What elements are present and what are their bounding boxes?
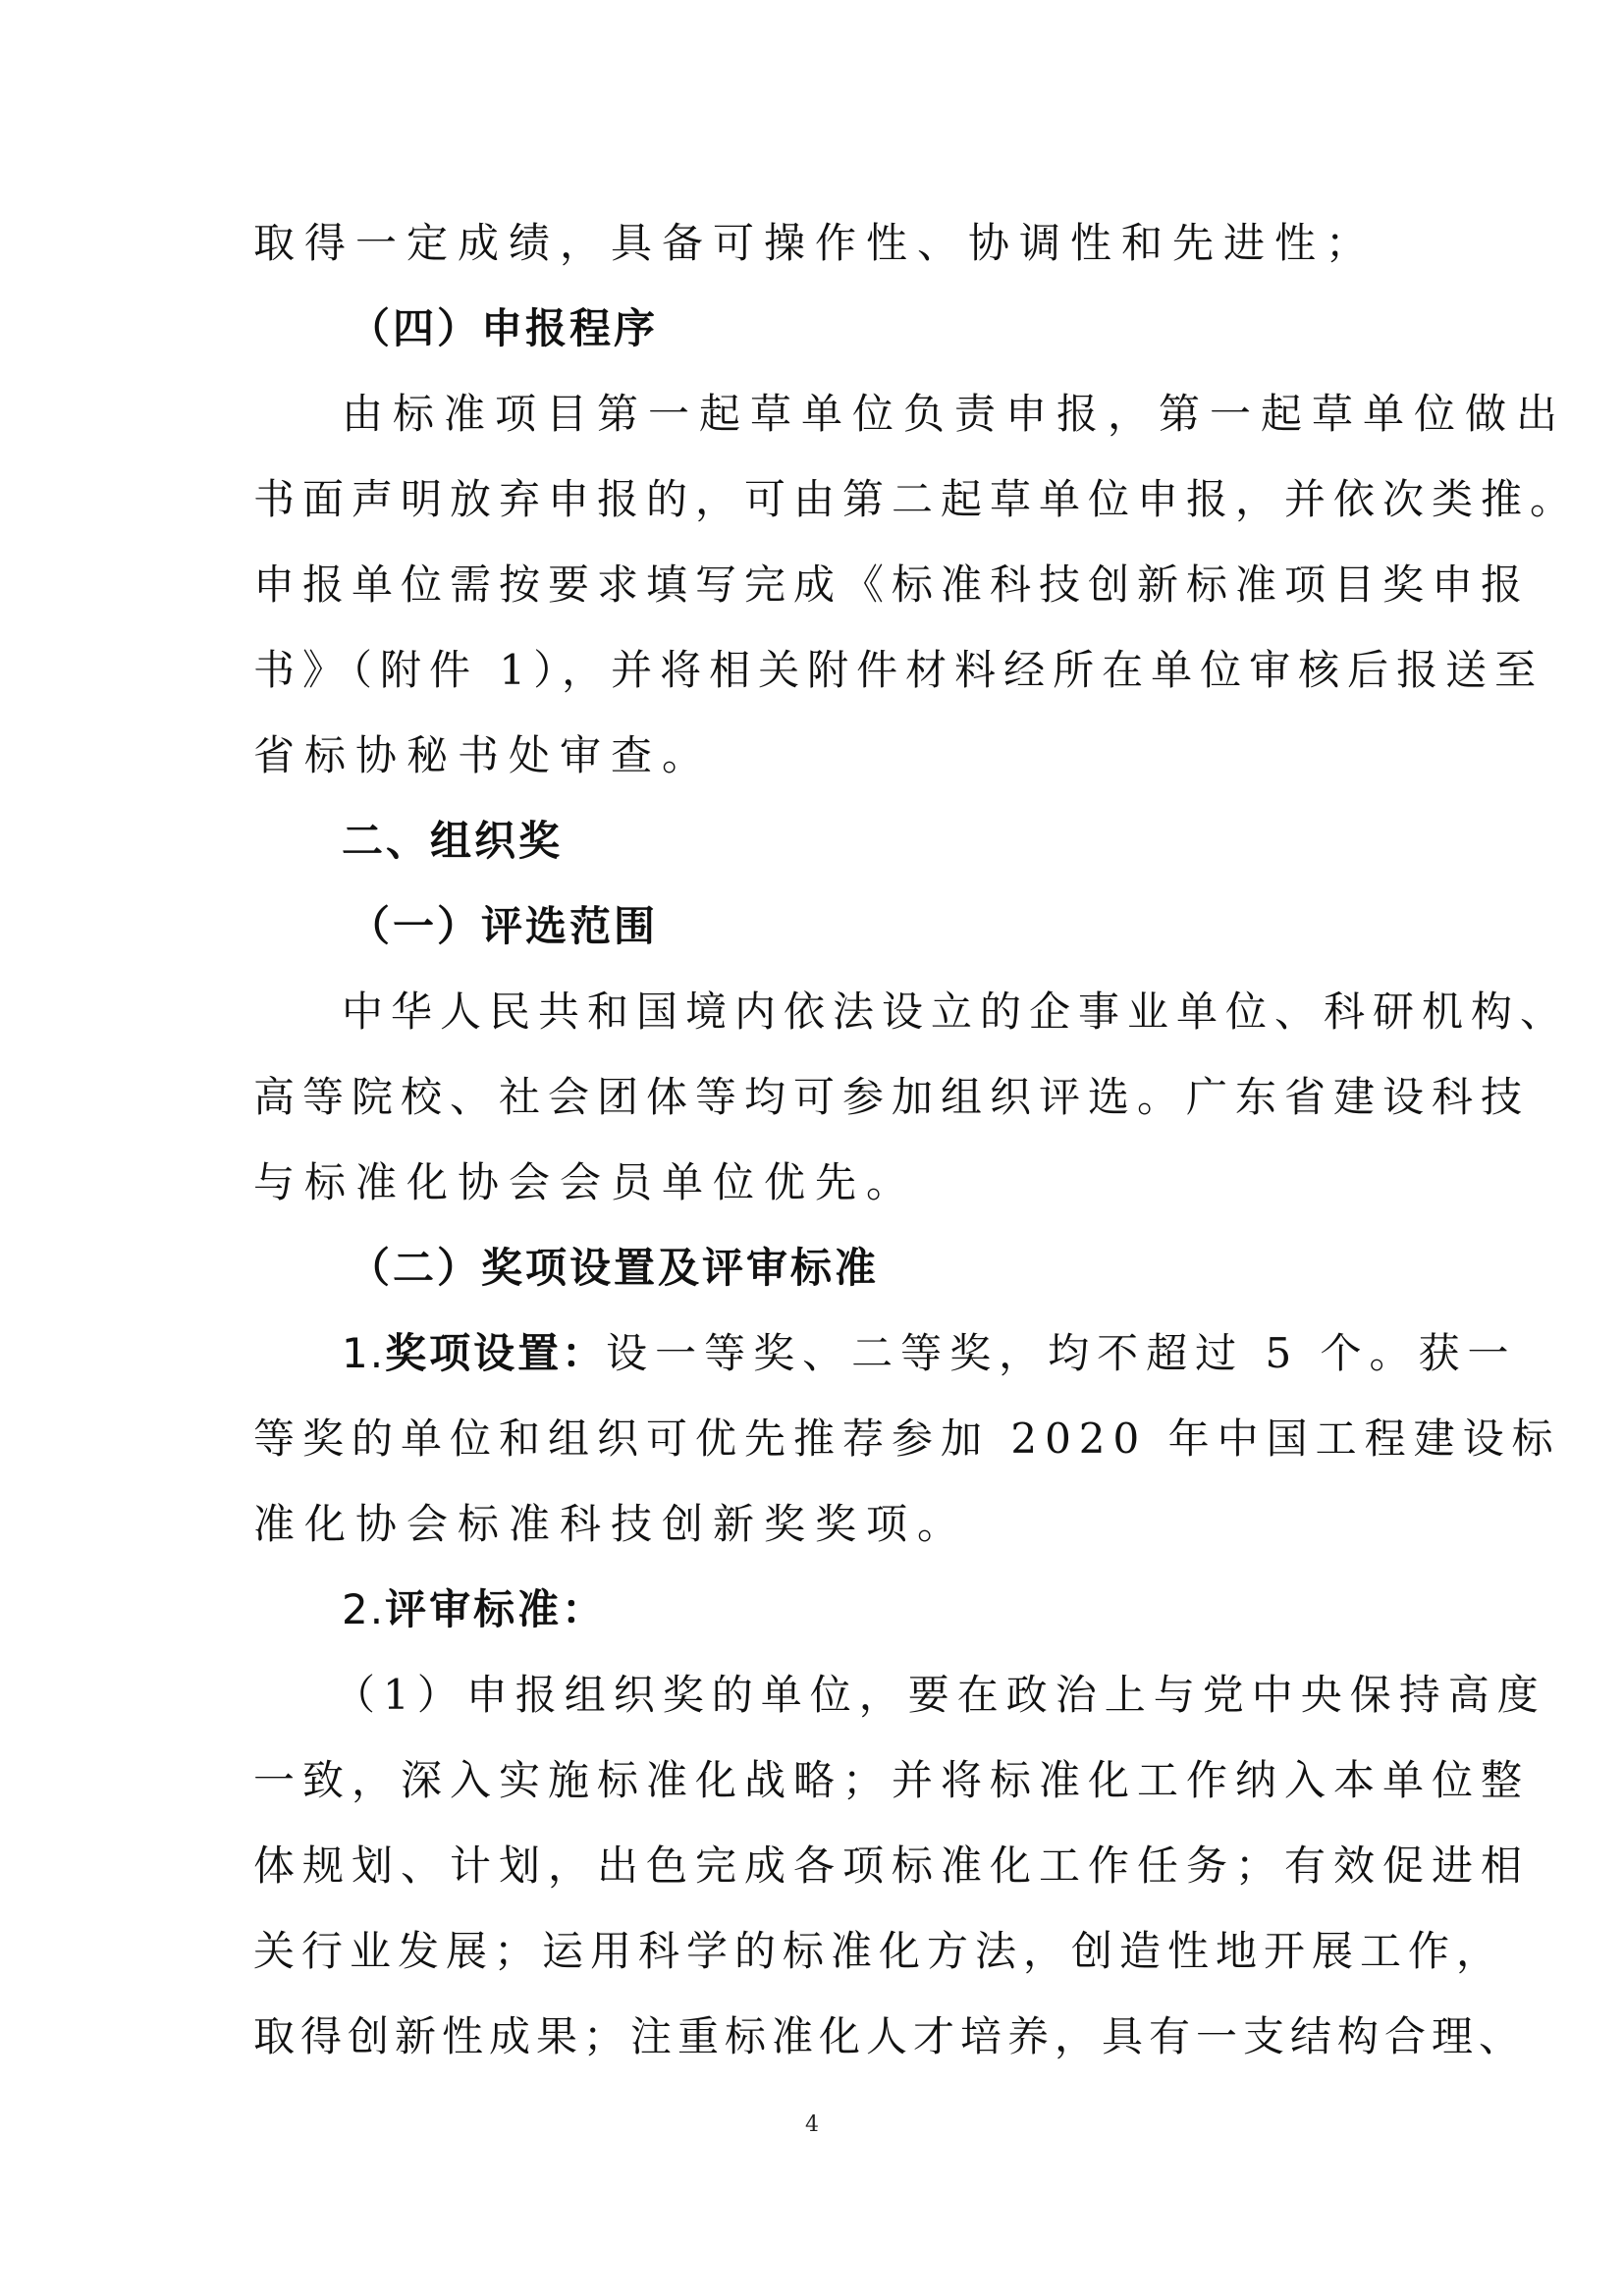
section-heading-procedure: （四）申报程序 bbox=[349, 304, 659, 352]
body-line: 取得创新性成果；注重标准化人才培养，具有一支结构合理、 bbox=[253, 2012, 1527, 2060]
body-line: 取得一定成绩，具备可操作性、协调性和先进性； bbox=[253, 219, 1378, 267]
body-line: 由标准项目第一起草单位负责申报，第一起草单位做出 bbox=[342, 390, 1568, 438]
body-line: 高等院校、社会团体等均可参加组织评选。广东省建设科技 bbox=[253, 1073, 1531, 1121]
list-item-award-settings bbox=[342, 1324, 1517, 1383]
section-heading-organization-award: 二、组织奖 bbox=[342, 817, 564, 865]
body-line: 准化协会标准科技创新奖奖项。 bbox=[253, 1500, 969, 1548]
list-number: 2. bbox=[342, 1585, 386, 1633]
body-line: 书》（附件 1），并将相关附件材料经所在单位审核后报送至 bbox=[253, 646, 1544, 694]
body-line: 体规划、计划，出色完成各项标准化工作任务；有效促进相 bbox=[253, 1842, 1531, 1890]
section-heading-scope: （一）评选范围 bbox=[349, 902, 659, 950]
section-heading-settings: （二）奖项设置及评审标准 bbox=[349, 1244, 880, 1292]
body-line: （1）申报组织奖的单位，要在政治上与党中央保持高度 bbox=[334, 1671, 1546, 1719]
list-label: 奖项设置： bbox=[385, 1329, 607, 1377]
list-label: 评审标准： bbox=[385, 1585, 607, 1633]
list-text: 设一等奖、二等奖，均不超过 5 个。获一 bbox=[606, 1329, 1517, 1377]
body-line: 中华人民共和国境内依法设立的企事业单位、科研机构、 bbox=[342, 988, 1570, 1036]
body-line: 省标协秘书处审查。 bbox=[253, 731, 714, 779]
body-line: 申报单位需按要求填写完成《标准科技创新标准项目奖申报 bbox=[253, 561, 1531, 609]
body-line: 与标准化协会会员单位优先。 bbox=[253, 1158, 918, 1206]
list-item-review-criteria bbox=[342, 1580, 606, 1639]
list-number: 1. bbox=[342, 1329, 386, 1377]
body-line: 书面声明放弃申报的，可由第二起草单位申报，并依次类推。 bbox=[253, 475, 1580, 523]
page-number: 4 bbox=[805, 2112, 819, 2137]
body-line: 等奖的单位和组织可优先推荐参加 2020 年中国工程建设标 bbox=[253, 1415, 1561, 1463]
body-line: 一致，深入实施标准化战略；并将标准化工作纳入本单位整 bbox=[253, 1756, 1531, 1804]
body-line: 关行业发展；运用科学的标准化方法，创造性地开展工作， bbox=[253, 1927, 1505, 1975]
